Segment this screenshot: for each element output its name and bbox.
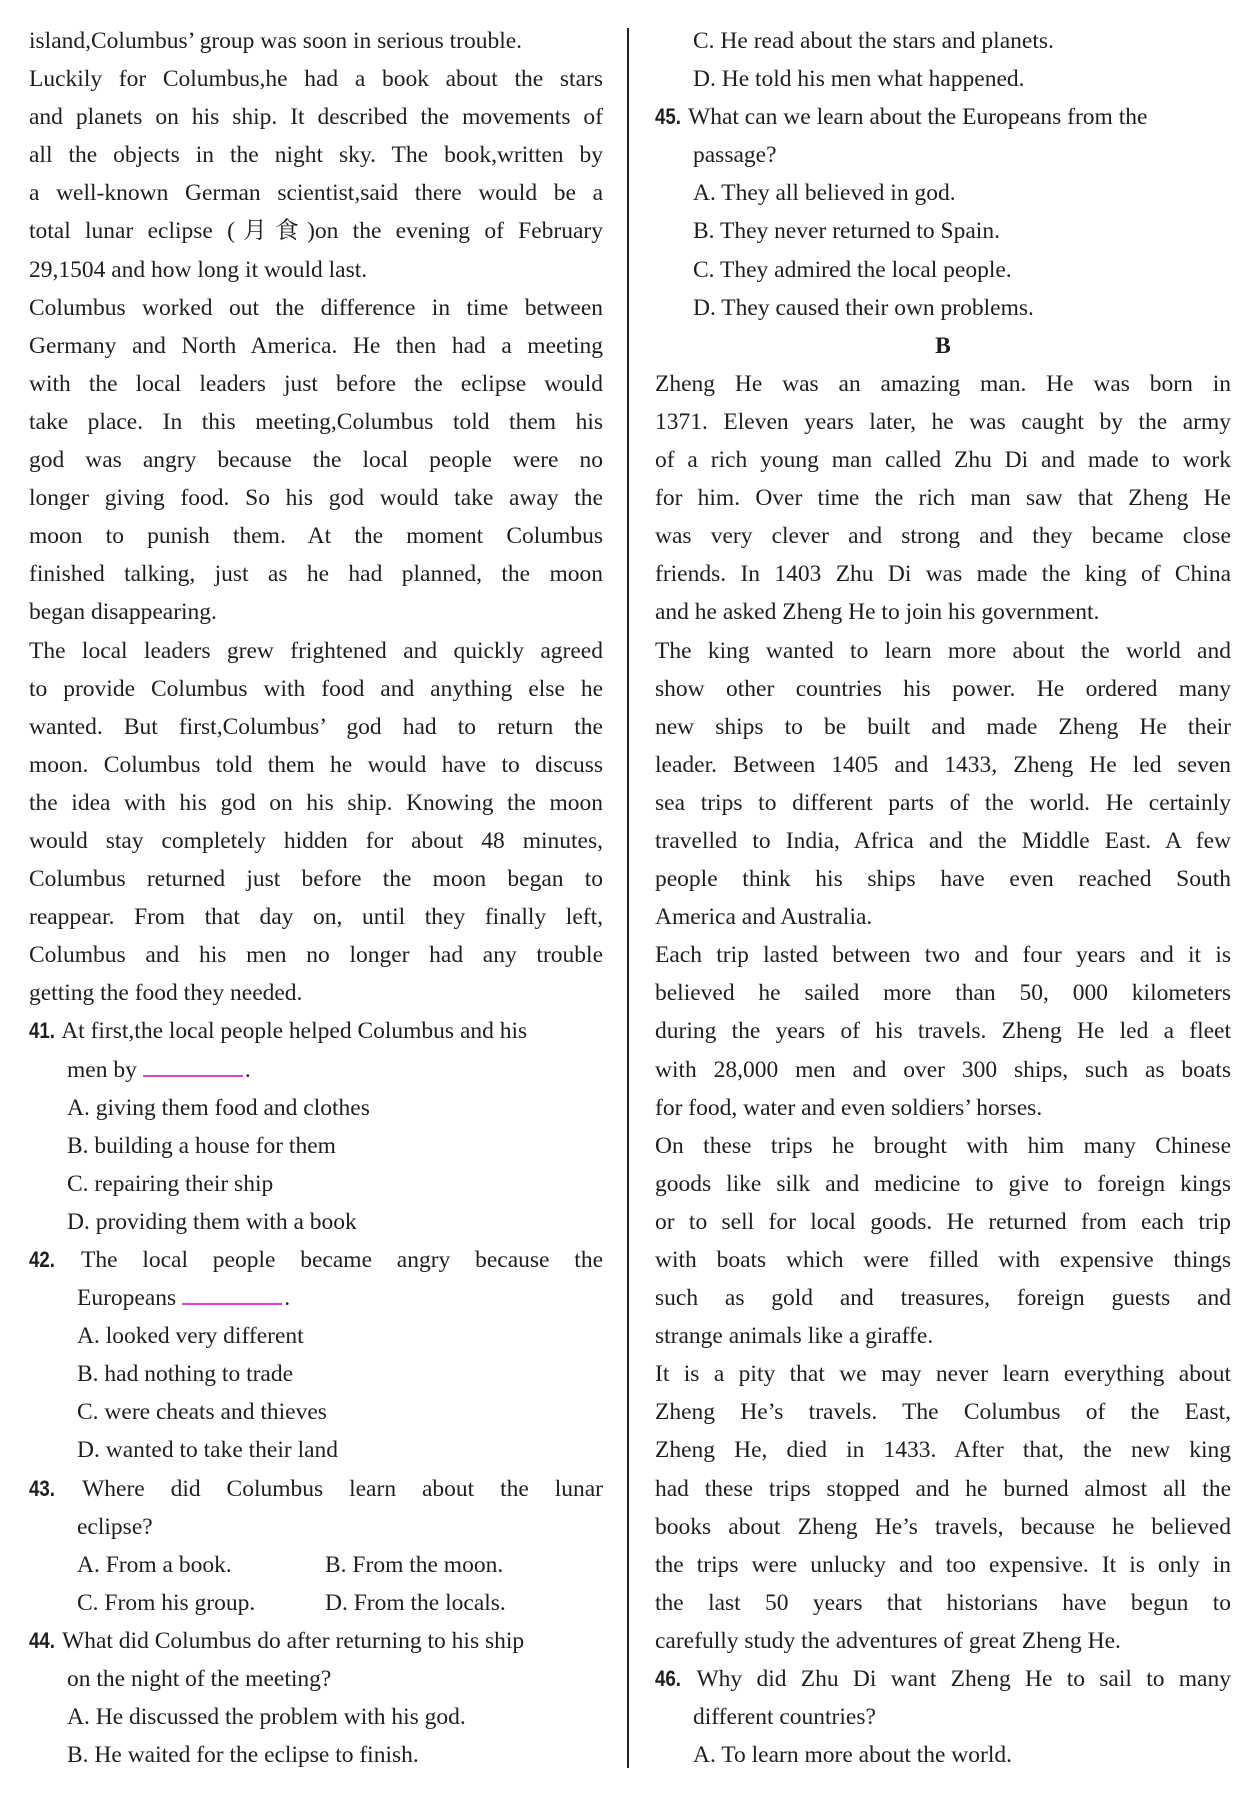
question-text: What can we learn about the Europeans from the bbox=[688, 104, 1148, 131]
option-a[interactable]: A. They all believed in god. bbox=[693, 180, 956, 207]
option-c[interactable]: C. were cheats and thieves bbox=[77, 1399, 327, 1426]
question-stem-cont: passage? bbox=[693, 142, 777, 169]
question-number: 44. bbox=[29, 1627, 56, 1653]
question-43 bbox=[29, 1470, 603, 1622]
text-line: books about Zheng He’s travels, because he believed bbox=[655, 1513, 1231, 1540]
text-line: the last 50 years that historians have begun to bbox=[655, 1589, 1231, 1616]
text-line: believed he sailed more than 50, 000 kilometers bbox=[655, 980, 1231, 1007]
question-stem bbox=[29, 1470, 603, 1508]
option-d[interactable]: D. He told his men what happened. bbox=[693, 66, 1025, 93]
text-line: Luckily for Columbus,he had a book about the stars bbox=[29, 66, 603, 93]
text-line: leader. Between 1405 and 1433, Zheng He led seven bbox=[655, 751, 1231, 778]
question-stem bbox=[655, 1660, 1231, 1698]
text-line: America and Australia. bbox=[655, 904, 873, 931]
text-line: carefully study the adventures of great Zheng He. bbox=[655, 1627, 1121, 1654]
text-line: moon. Columbus told them he would have to discuss bbox=[29, 751, 603, 778]
option-a[interactable]: A. looked very different bbox=[77, 1323, 304, 1350]
text-line: island,Columbus’ group was soon in serious trouble. bbox=[29, 28, 523, 54]
question-number: 45. bbox=[655, 104, 682, 130]
text-line: with 28,000 men and over 300 ships, such as boats bbox=[655, 1056, 1231, 1083]
text-line: all the objects in the night sky. The book,written by bbox=[29, 142, 603, 169]
question-42 bbox=[29, 1241, 603, 1470]
passage-b-paragraph-5 bbox=[655, 1355, 1231, 1660]
option-b[interactable]: B. They never returned to Spain. bbox=[693, 218, 1000, 245]
option-d[interactable]: D. From the locals. bbox=[325, 1589, 506, 1616]
question-stem-cont: different countries? bbox=[693, 1704, 876, 1731]
option-b[interactable]: B. He waited for the eclipse to finish. bbox=[67, 1742, 419, 1769]
text-line: 29,1504 and how long it would last. bbox=[29, 256, 368, 283]
question-45 bbox=[655, 98, 1231, 327]
text-line: wanted. But first,Columbus’ god had to return the bbox=[29, 713, 603, 740]
answer-blank[interactable] bbox=[182, 1279, 282, 1305]
text-line: Zheng He, died in 1433. After that, the new king bbox=[655, 1437, 1231, 1464]
question-44-continued bbox=[655, 22, 1231, 98]
text-line: travelled to India, Africa and the Middle East. A few bbox=[655, 827, 1231, 854]
text-line: total lunar eclipse (月食)on the evening of February bbox=[29, 218, 603, 245]
text-line: Columbus worked out the difference in time between bbox=[29, 294, 603, 321]
text-line: with boats which were filled with expensive things bbox=[655, 1247, 1231, 1273]
text-line: for him. Over time the rich man saw that Zheng He bbox=[655, 485, 1231, 512]
question-stem-cont: on the night of the meeting? bbox=[67, 1666, 332, 1693]
text-line: of a rich young man called Zhu Di and made to work bbox=[655, 447, 1231, 474]
text-line: for food, water and even soldiers’ horses. bbox=[655, 1094, 1043, 1121]
text-line: On these trips he brought with him many Chinese bbox=[655, 1132, 1231, 1159]
passage-a-paragraph-1 bbox=[29, 22, 603, 289]
option-a[interactable]: A. giving them food and clothes bbox=[67, 1094, 370, 1121]
question-stem-cont: men by . bbox=[29, 1051, 603, 1089]
passage-b-paragraph-2 bbox=[655, 632, 1231, 937]
left-column bbox=[29, 22, 603, 1774]
option-d[interactable]: D. providing them with a book bbox=[67, 1208, 357, 1235]
option-d[interactable]: D. They caused their own problems. bbox=[693, 294, 1034, 321]
passage-a-paragraph-3 bbox=[29, 632, 603, 1013]
text-line: finished talking, just as he had planned, the moon bbox=[29, 561, 603, 588]
text-line: during the years of his travels. Zheng He led a fleet bbox=[655, 1018, 1231, 1045]
text-line: new ships to be built and made Zheng He their bbox=[655, 713, 1231, 740]
text-line: Germany and North America. He then had a meeting bbox=[29, 332, 603, 359]
text-line: It is a pity that we may never learn everything about bbox=[655, 1361, 1231, 1388]
option-a[interactable]: A. To learn more about the world. bbox=[693, 1742, 1013, 1769]
answer-blank[interactable] bbox=[143, 1051, 243, 1077]
question-46 bbox=[655, 1660, 1231, 1774]
text-line: and he asked Zheng He to join his government. bbox=[655, 599, 1100, 626]
question-text: Europeans bbox=[77, 1285, 177, 1312]
option-row bbox=[29, 1584, 603, 1622]
question-stem bbox=[29, 1622, 603, 1660]
text-line: The king wanted to learn more about the world and bbox=[655, 637, 1231, 664]
question-stem bbox=[29, 1241, 603, 1279]
text-line: had these trips stopped and he burned almost all the bbox=[655, 1475, 1231, 1502]
text-line: a well-known German scientist,said there would be a bbox=[29, 180, 603, 207]
text-line: people think his ships have even reached South bbox=[655, 866, 1231, 893]
option-c[interactable]: C. From his group. bbox=[77, 1589, 256, 1616]
question-number: 41. bbox=[29, 1018, 56, 1044]
text-line: strange animals like a giraffe. bbox=[655, 1323, 934, 1350]
question-stem-cont: Europeans . bbox=[29, 1279, 603, 1317]
text-line: show other countries his power. He ordered many bbox=[655, 675, 1231, 702]
text-line: and planets on his ship. It described the movements of bbox=[29, 104, 603, 131]
question-text: Where did Columbus learn about the lunar bbox=[82, 1475, 603, 1502]
text-line: take place. In this meeting,Columbus told them his bbox=[29, 408, 603, 435]
text-line: friends. In 1403 Zhu Di was made the king of China bbox=[655, 561, 1231, 588]
option-c[interactable]: C. repairing their ship bbox=[67, 1170, 274, 1197]
option-a[interactable]: A. He discussed the problem with his god. bbox=[67, 1704, 466, 1731]
question-number: 46. bbox=[655, 1666, 682, 1692]
option-b[interactable]: B. From the moon. bbox=[325, 1551, 504, 1578]
passage-b-paragraph-1 bbox=[655, 365, 1231, 632]
question-text: What did Columbus do after returning to his ship bbox=[62, 1627, 525, 1654]
text-line: the idea with his god on his ship. Knowing the moon bbox=[29, 789, 603, 816]
question-text: men by bbox=[67, 1056, 137, 1083]
text-line: sea trips to different parts of the world. He certainly bbox=[655, 789, 1231, 816]
question-stem-cont: eclipse? bbox=[77, 1513, 153, 1540]
passage-a-paragraph-2 bbox=[29, 289, 603, 632]
text-line: longer giving food. So his god would take away the bbox=[29, 485, 603, 512]
section-heading: B bbox=[935, 332, 951, 359]
text-line: the trips were unlucky and too expensive. It is only in bbox=[655, 1551, 1231, 1578]
question-text: At first,the local people helped Columbus and his bbox=[61, 1018, 528, 1045]
question-stem bbox=[29, 1012, 603, 1050]
question-41 bbox=[29, 1012, 603, 1241]
question-text: The local people became angry because the bbox=[80, 1247, 603, 1273]
column-divider bbox=[627, 28, 629, 1768]
passage-b-paragraph-3 bbox=[655, 936, 1231, 1126]
question-text: Why did Zhu Di want Zheng He to sail to many bbox=[696, 1666, 1231, 1693]
option-b[interactable]: B. had nothing to trade bbox=[77, 1361, 294, 1388]
option-row bbox=[29, 1546, 603, 1584]
text-line: Each trip lasted between two and four years and it is bbox=[655, 942, 1231, 969]
text-line: getting the food they needed. bbox=[29, 980, 303, 1007]
option-b[interactable]: B. building a house for them bbox=[67, 1132, 336, 1159]
right-column bbox=[655, 22, 1231, 1774]
passage-b-paragraph-4 bbox=[655, 1127, 1231, 1356]
option-d[interactable]: D. wanted to take their land bbox=[77, 1437, 339, 1464]
question-number: 42. bbox=[29, 1247, 56, 1272]
question-44 bbox=[29, 1622, 603, 1774]
text-line: The local leaders grew frightened and quickly agreed bbox=[29, 637, 603, 664]
text-line: goods like silk and medicine to give to foreign kings bbox=[655, 1170, 1231, 1197]
text-line: with the local leaders just before the eclipse would bbox=[29, 370, 603, 397]
question-stem bbox=[655, 98, 1231, 136]
text-line: would stay completely hidden for about 48 minutes, bbox=[29, 827, 603, 854]
text-line: began disappearing. bbox=[29, 599, 217, 626]
text-line: such as gold and treasures, foreign guests and bbox=[655, 1285, 1231, 1312]
text-line: god was angry because the local people were no bbox=[29, 447, 603, 474]
text-line: 1371. Eleven years later, he was caught by the army bbox=[655, 408, 1231, 435]
option-c[interactable]: C. They admired the local people. bbox=[693, 256, 1012, 283]
text-line: moon to punish them. At the moment Columbus bbox=[29, 523, 603, 550]
text-line: reappear. From that day on, until they finally left, bbox=[29, 904, 603, 931]
text-line: was very clever and strong and they became close bbox=[655, 523, 1231, 550]
text-line: Zheng He’s travels. The Columbus of the East, bbox=[655, 1399, 1231, 1426]
text-line: to provide Columbus with food and anything else he bbox=[29, 675, 603, 702]
option-c[interactable]: C. He read about the stars and planets. bbox=[693, 28, 1054, 54]
option-a[interactable]: A. From a book. bbox=[77, 1551, 232, 1578]
text-line: Columbus returned just before the moon began to bbox=[29, 866, 603, 893]
text-line: Zheng He was an amazing man. He was born in bbox=[655, 370, 1231, 397]
text-line: or to sell for local goods. He returned from each trip bbox=[655, 1208, 1231, 1235]
text-line: Columbus and his men no longer had any trouble bbox=[29, 942, 603, 969]
question-number: 43. bbox=[29, 1475, 56, 1501]
